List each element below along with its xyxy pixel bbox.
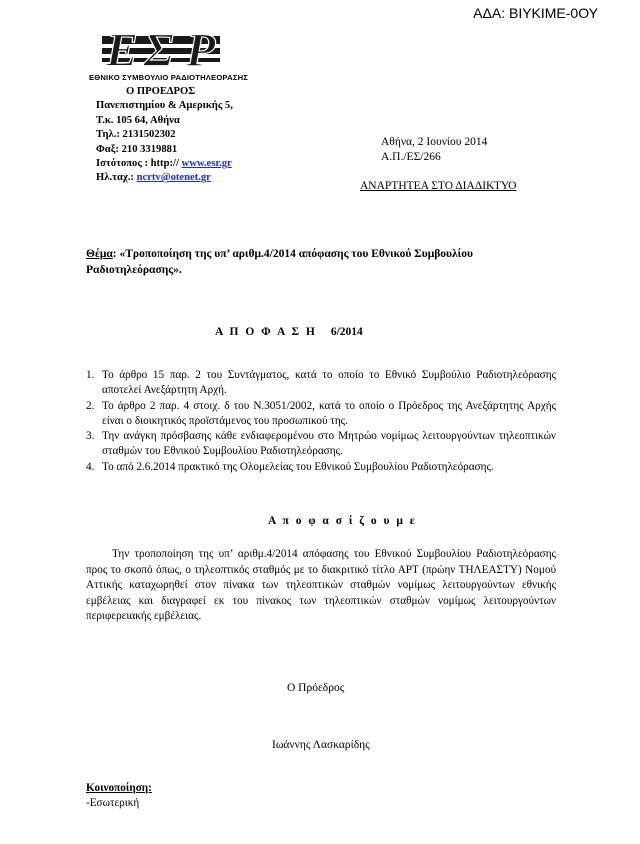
sender-address: Πανεπιστημίου & Αμερικής 5, xyxy=(96,100,233,112)
subject-label: Θέμα xyxy=(86,248,113,260)
list-item xyxy=(86,368,556,399)
decision-heading xyxy=(215,326,363,338)
ref-line: Α.Π./ΕΣ/266 xyxy=(381,151,441,163)
date-ref-block xyxy=(381,135,487,165)
decision-title: Α Π Ο Φ Α Σ Η xyxy=(215,326,317,338)
email-link[interactable]: ncrtv@otenet.gr xyxy=(136,172,211,184)
decision-body: Την τροποποίηση της υπ’ αριθμ.4/2014 απόφασης του Εθνικού Συμβουλίου Ραδιοτηλεόρασης προς το σκοπό όπως, ο τηλεοπτικός σταθμός με το διακριτικό τίτλο ΑΡΤ (πρώην ΤΗΛΕΑΣΤΥ) Νομού Αττικής καταχωρηθεί στον πίνακα των τηλεοπτικών σταθμών νομίμως λειτουργούντων εθνικής εμβέλειας και διαγραφεί εκ του πίνακος των τηλεοπτικών σταθμών νομίμως λειτουργούντων περιφερειακής εμβέλειας. xyxy=(86,548,556,623)
sender-postal: Τ.κ. 105 64, Αθήνα xyxy=(96,114,180,126)
email-label: Ηλ.ταχ.: xyxy=(96,172,137,184)
clause-text: Την ανάγκη πρόσβασης κάθε ενδιαφερομένου στο Μητρώο νομίμως λειτουργούντων τηλεοπτικών σταθμών του Εθνικού Συμβουλίου Ραδιοτηλεόρασης. xyxy=(102,430,556,458)
president-label: Ο Πρόεδρος xyxy=(287,682,345,694)
decision-number: 6/2014 xyxy=(330,326,363,338)
clause-number: 1. xyxy=(86,369,95,381)
logo-letter-e: Ε xyxy=(106,24,139,74)
website-label: Ιστότοπος : http:// xyxy=(96,158,182,170)
logo-subtitle: ΕΘΝΙΚΟ ΣΥΜΒΟΥΛΙΟ ΡΑΔΙΟΤΗΛΕΟΡΑΣΗΣ xyxy=(89,73,249,82)
date-line: Αθήνα, 2 Ιουνίου 2014 xyxy=(381,136,488,148)
list-item xyxy=(86,460,556,475)
clause-text: Το από 2.6.2014 πρακτικό της Ολομελείας του Εθνικού Συμβουλίου Ραδιοτηλεόρασης. xyxy=(102,460,494,473)
list-item xyxy=(86,399,556,430)
clause-number: 3. xyxy=(86,430,95,443)
subject xyxy=(86,247,556,278)
logo-letter-rho: Ρ xyxy=(186,24,216,74)
website-link[interactable]: www.esr.gr xyxy=(181,158,232,170)
signer-name: Ιωάννης Λασκαρίδης xyxy=(272,739,370,751)
esr-logo xyxy=(96,22,226,74)
subject-text: : «Τροποποίηση της υπ’ αριθμ.4/2014 απόφασης του Εθνικού Συμβουλίου Ραδιοτηλεόρασης». xyxy=(86,248,473,276)
logo-letter-sigma: Σ xyxy=(144,24,174,74)
clauses-list xyxy=(86,368,556,475)
sender-block xyxy=(96,85,233,186)
clause-number: 4. xyxy=(86,460,95,473)
decide-heading: Α π ο φ α σ ί ζ ο υ μ ε xyxy=(268,515,417,527)
sender-phone: Τηλ.: 2131502302 xyxy=(96,129,176,141)
list-item xyxy=(86,429,556,460)
clause-number: 2. xyxy=(86,399,95,412)
clause-text: Το άρθρο 2 παρ. 4 στοιχ. δ του Ν.3051/2002, κατά το οποίο ο Πρόεδρος της Ανεξάρτητης Αρχής είναι ο διοικητικός προϊστάμενος του προσωπικού της. xyxy=(102,399,556,427)
sender-role: Ο ΠΡΟΕΔΡΟΣ xyxy=(126,86,196,97)
notification-label: Κοινοποίηση: xyxy=(86,782,152,794)
clause-text: Το άρθρο 15 παρ. 2 του Συντάγματος, κατά το οποίο το Εθνικό Συμβούλιο Ραδιοτηλεόρασης αποτελεί Ανεξάρτητη Αρχή. xyxy=(102,369,556,397)
sender-email-row xyxy=(96,171,233,185)
post-notice: ΑΝΑΡΤΗΤΕΑ ΣΤΟ ΔΙΑΔΙΚΤΥΟ xyxy=(360,180,517,192)
ada-code: ΑΔΑ: ΒΙΥΚΙΜΕ-0ΟΥ xyxy=(473,5,598,21)
sender-website-row xyxy=(96,157,233,171)
notification-internal: -Εσωτερική xyxy=(86,797,140,809)
sender-fax: Φαξ: 210 3319881 xyxy=(96,143,178,155)
